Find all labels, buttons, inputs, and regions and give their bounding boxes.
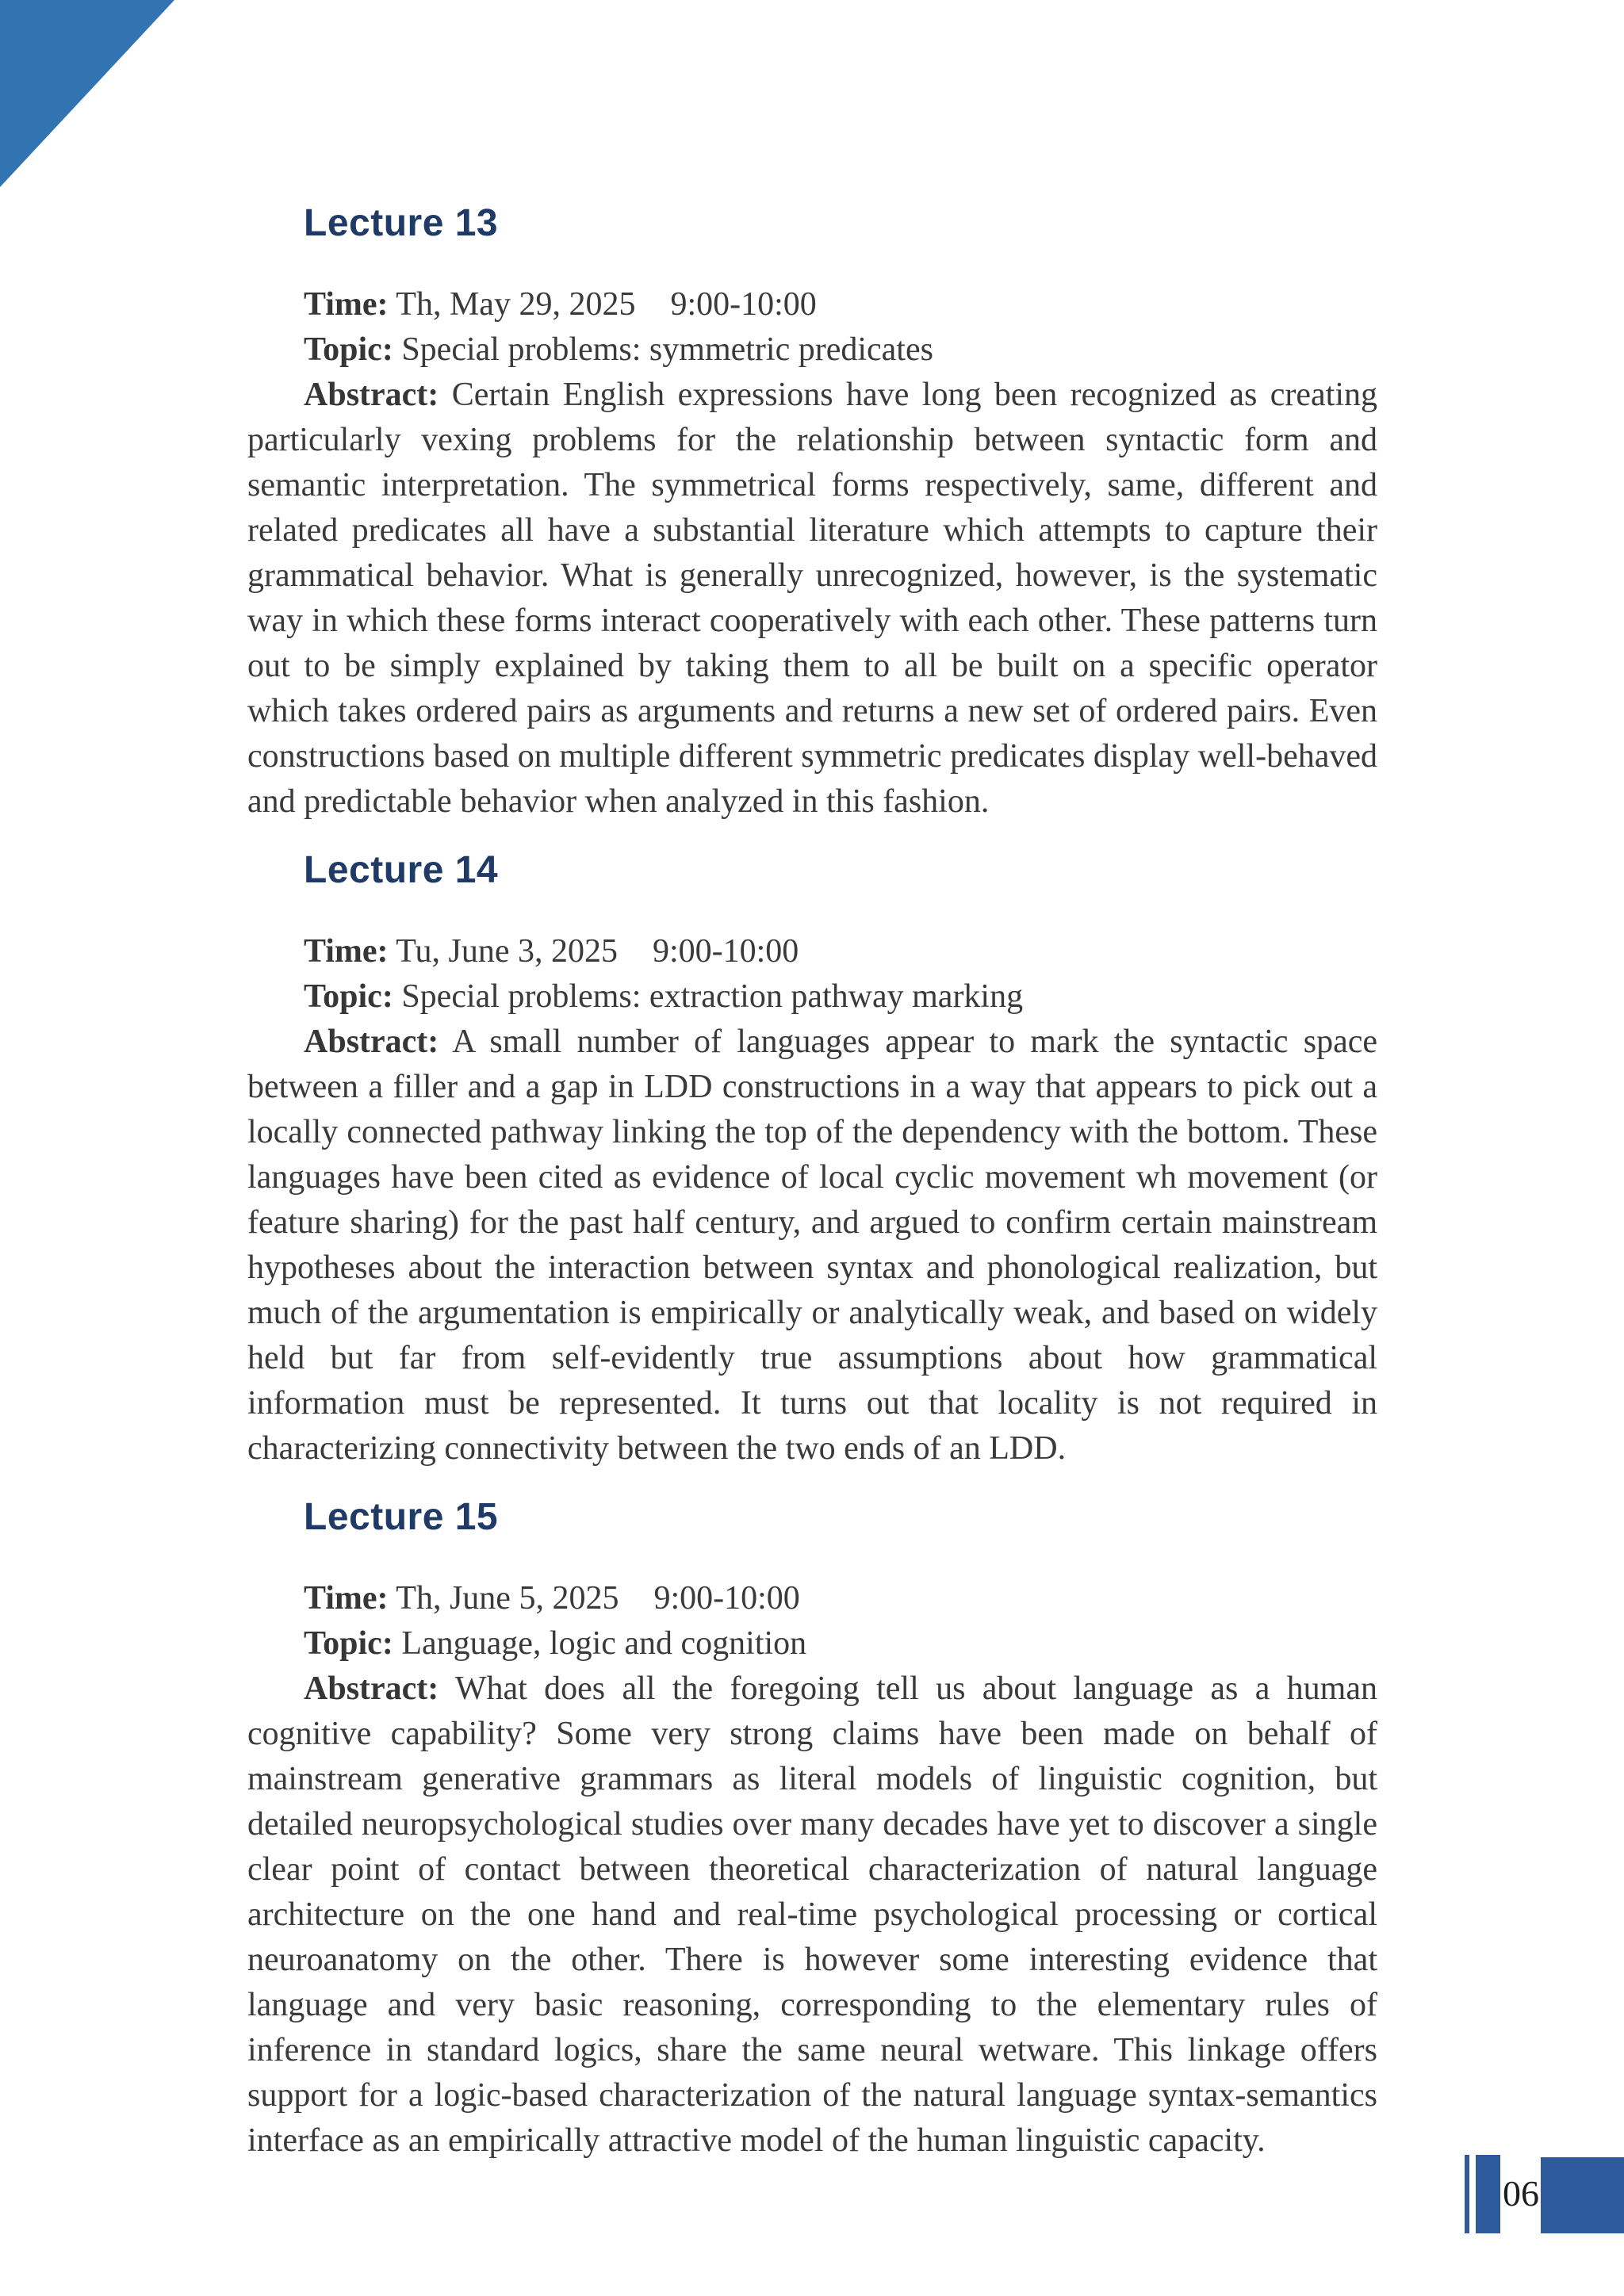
footer-accent-bar-edge — [1541, 2157, 1624, 2233]
time-date: Th, June 5, 2025 — [396, 1580, 619, 1617]
footer-accent-bar-thin — [1465, 2155, 1469, 2233]
topic-line — [247, 1621, 1377, 1667]
lecture-title: Lecture 14 — [304, 849, 499, 891]
lecture-section-13 — [247, 202, 1378, 825]
time-label: Time: — [304, 933, 389, 970]
footer-accent-bar-wide — [1476, 2155, 1500, 2233]
time-label: Time: — [304, 1580, 389, 1617]
abstract-label: Abstract: — [304, 1670, 439, 1707]
time-label: Time: — [304, 286, 389, 323]
abstract-text: Certain English expressions have long been recognized as creating particularly vexing problems for the relationship between syntactic form and semantic interpretation. The symmetrical forms respectively, same, different and related predicates all have a substantial literature which attempts to capture their grammatical behavior. What is generally unrecognized, however, is the systematic way in which these forms interact cooperatively with each other. These patterns turn out to be simply explained by taking them to all be built on a specific operator which takes ordered pairs as arguments and returns a new set of ordered pairs. Even constructions based on multiple different symmetric predicates display well-behaved and predictable behavior when analyzed in this fashion. — [247, 377, 1378, 820]
abstract-label: Abstract: — [304, 1024, 439, 1060]
time-line — [247, 1576, 1377, 1621]
topic-value: Special problems: symmetric predicates — [401, 331, 933, 368]
page-number: 06 — [1503, 2173, 1539, 2214]
time-hours: 9:00-10:00 — [653, 1580, 800, 1617]
topic-label: Topic: — [304, 1625, 393, 1662]
lecture-title: Lecture 13 — [304, 202, 499, 244]
topic-line — [247, 327, 1377, 373]
lecture-title: Lecture 15 — [304, 1496, 499, 1538]
time-line — [247, 929, 1377, 974]
abstract-text: What does all the foregoing tell us about language as a human cognitive capability? Some very strong claims have been made on behalf of mainstream generative grammars as literal models of linguistic cognition, but detailed neuropsychological studies over many decades have yet to discover a single clear point of contact between theoretical characterization of natural language architecture on the one hand and real-time psychological processing or cortical neuroanatomy on the other. There is however some interesting evidence that language and very basic reasoning, corresponding to the elementary rules of inference in standard logics, share the same neural wetware. This linkage offers support for a logic-based characterization of the natural language syntax-semantics interface as an empirically attractive model of the human linguistic capacity. — [247, 1670, 1377, 2159]
abstract-paragraph — [247, 373, 1377, 825]
time-line — [247, 282, 1377, 327]
topic-label: Topic: — [304, 978, 393, 1015]
topic-label: Topic: — [304, 331, 393, 368]
topic-value: Language, logic and cognition — [401, 1625, 807, 1662]
time-hours: 9:00-10:00 — [670, 286, 817, 323]
topic-line — [247, 974, 1377, 1020]
time-date: Tu, June 3, 2025 — [396, 933, 618, 970]
abstract-paragraph — [247, 1020, 1377, 1471]
abstract-paragraph — [247, 1667, 1377, 2164]
abstract-text: A small number of languages appear to mark the syntactic space between a filler and a gap in LDD constructions in a way that appears to pick out a locally connected pathway linking the top of the dependency with the bottom. These languages have been cited as evidence of local cyclic movement wh movement (or feature sharing) for the past half century, and argued to confirm certain mainstream hypotheses about the interaction between syntax and phonological realization, but much of the argumentation is empirically or analytically weak, and based on widely held but far from self-evidently true assumptions about how grammatical information must be represented. It turns out that locality is not required in characterizing connectivity between the two ends of an LDD. — [247, 1024, 1377, 1467]
lecture-section-15 — [247, 1498, 1377, 2164]
topic-value: Special problems: extraction pathway marking — [401, 978, 1024, 1015]
time-hours: 9:00-10:00 — [652, 933, 799, 970]
time-date: Th, May 29, 2025 — [396, 286, 636, 323]
lecture-section-14 — [247, 851, 1377, 1471]
abstract-label: Abstract: — [304, 377, 439, 413]
